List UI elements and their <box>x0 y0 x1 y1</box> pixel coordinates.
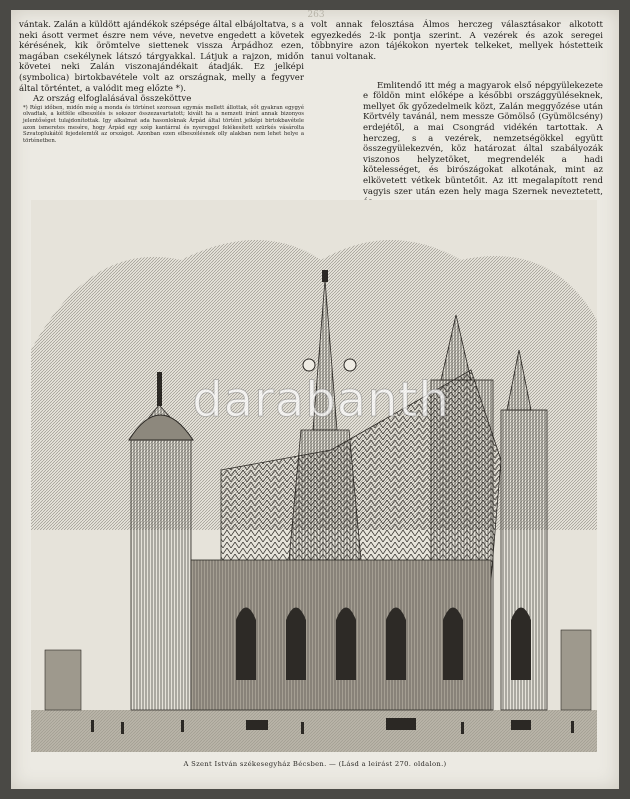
right-paragraph-2: Emlitendő itt még a magyarok első népgyülekezete e földön mint előképe a későbbi országgyüléseknek, mellyet ők győzedelmeik közt, Zalán meggyőzése után Körtvély tavánál, nem messze Gömölső (Gyümölcsény) erdejétől, a mai Csongrád vidékén tartottak. A herczeg, s a vezérek, nemzetségökkel együtt összegyülekezvén, köz határozat által szabályozák viszonos helyzetöket, megrendelék a hadi kötelességet, és birószágokat alkotának, mint az elkövetett vétkek büntetőit. Az itt megalapított rend vagyis szer után ezen hely maga Szernek neveztetett, <box>363 80 603 197</box>
right-text-column-lower <box>363 72 603 216</box>
page-number: 263 <box>307 10 325 20</box>
printed-page <box>11 10 619 789</box>
illustration-caption: A Szent István székesegyház Bécsben. — (Lásd a leirást 270. oldalon.) <box>183 760 447 768</box>
left-paragraph-1: vántak. Zalán a küldött ajándékok szépsége által elbájoltatva, s a neki ásott vermet észre nem véve, nevetve engedett a követek kérésének, kik örömtelve siettenek vissza Árpádhoz ezen, magában csekélynek látszó tárgyakkal. Látjuk a rajzon, midőn követei neki Zalán viszonajándékait átadják. Ez jelképi (symbolica) birtokbavétele volt az országnak, melly a fegyver által történtet, a valódit meg előzte *). <box>19 20 304 94</box>
cathedral-engraving <box>31 200 597 752</box>
right-text-column <box>311 20 603 62</box>
footnote: *) Régi időben, midőn még a monda és történet szorosan egymás mellett állottak, sőt gyakran egygyé olvadtak, a kétféle elbeszélés is sokszor összezavartatott; kivált ha a nemzeti iránt annak bizonyos jelentőséget tulajdonítottak. Igy alkalmat ada hasonloknak Árpád által történt jelképi birtokbavétele azon ismeretes mesére, hogy Árpád egy szép kantárral és nyereggel felékesített szürkés vásároltа Szvatoplukától fejedelemtől az országot. Azonban ezen elbeszélésnek olly alakban nem lehet helye a történetben. <box>23 104 304 144</box>
left-text-column <box>19 20 304 144</box>
watermark: darabanth <box>192 372 450 428</box>
right-paragraph-1: volt annak felosztása Álmos herczeg választásakor alkotott egyezkedés 2-ik pontja szerint. A vezérek és azok seregei többnyire azon tájékokon nyertek telkeket, mellyek hóstetteik tanui voltanak. <box>311 20 603 62</box>
left-paragraph-2: Az ország elfoglalásával összeköttve <box>33 94 192 105</box>
